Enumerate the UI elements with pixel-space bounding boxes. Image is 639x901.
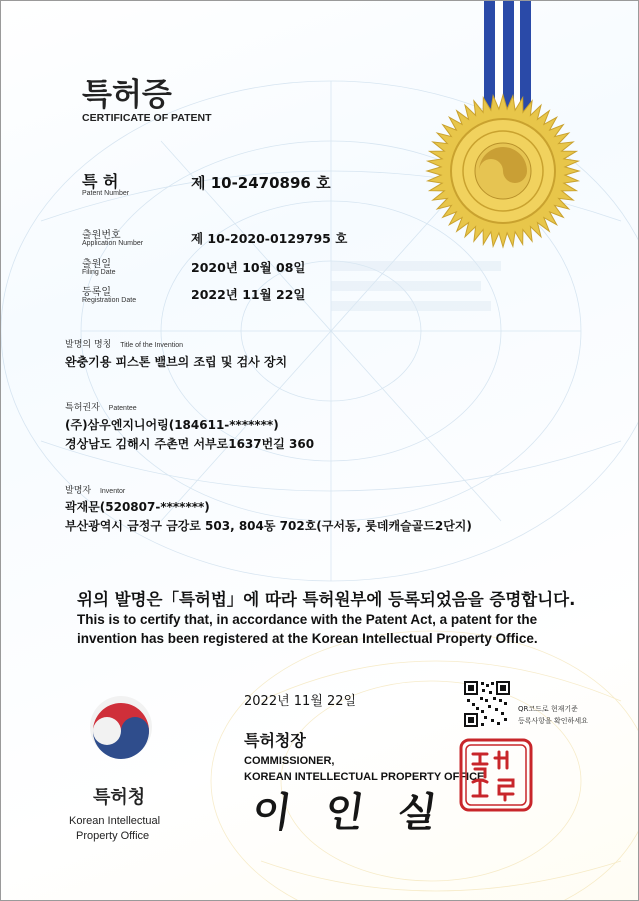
signing-date: 2022년 11월 22일 xyxy=(244,694,357,709)
commissioner-title-en: COMMISSIONER, xyxy=(244,755,335,767)
patentee-label-ko: 특허권자 xyxy=(65,403,100,413)
kipo-name-ko: 특허청 xyxy=(93,787,146,808)
inventor-label-ko: 발명자 xyxy=(65,486,92,496)
invention-label-ko: 발명의 명칭 xyxy=(65,340,112,350)
certificate-title: 특허증 xyxy=(82,77,172,113)
patent-label: 특 허 xyxy=(82,172,119,191)
kipo-logo-icon xyxy=(85,691,157,763)
inventor-label xyxy=(65,483,125,496)
certificate-title-en: CERTIFICATE OF PATENT xyxy=(82,112,212,124)
application-number: 제 10-2020-0129795 호 xyxy=(191,231,348,246)
patentee-address: 경상남도 김해시 주촌면 서부로1637번길 360 xyxy=(65,437,315,451)
certify-statement-en-2: invention has been registered at the Korean Intellectual Property Office. xyxy=(77,631,538,646)
inventor-label-en: Inventor xyxy=(99,488,126,495)
invention-title: 완충기용 피스톤 밸브의 조립 및 검사 장치 xyxy=(65,355,288,369)
patent-number: 제 10-2470896 호 xyxy=(191,174,331,192)
gold-seal-icon xyxy=(423,91,583,251)
filing-label: 출원일 xyxy=(82,259,111,270)
application-label: 출원번호 xyxy=(82,230,121,241)
qr-caption-2: 등록사항을 확인하세요 xyxy=(518,717,588,725)
patentee-name: (주)삼우엔지니어링(184611-*******) xyxy=(65,418,279,432)
registration-date: 2022년 11월 22일 xyxy=(191,287,306,302)
kipo-name-en-2: Property Office xyxy=(76,830,150,842)
patent-label-en: Patent Number xyxy=(82,190,130,197)
official-seal-icon xyxy=(459,738,533,812)
application-label-en: Application Number xyxy=(82,240,144,247)
inventor-address: 부산광역시 금정구 금강로 503, 804동 702호(구서동, 롯데캐슬골드2단지) xyxy=(65,519,472,533)
commissioner-title-ko: 특허청장 xyxy=(244,731,306,750)
registration-label-en: Registration Date xyxy=(82,297,137,304)
patentee-label xyxy=(65,400,137,413)
qr-code-icon[interactable] xyxy=(464,681,510,727)
qr-caption-1: QR코드로 현재기준 xyxy=(518,705,578,713)
filing-label-en: Filing Date xyxy=(82,269,116,276)
patentee-label-en: Patentee xyxy=(108,405,137,412)
inventor-name: 곽재문(520807-*******) xyxy=(65,500,210,514)
invention-label xyxy=(65,337,183,350)
invention-label-en: Title of the Invention xyxy=(120,342,183,349)
certify-statement-ko: 위의 발명은「특허법」에 따라 특허원부에 등록되었음을 증명합니다. xyxy=(77,590,576,609)
certify-statement-en-1: This is to certify that, in accordance with the Patent Act, a patent for the xyxy=(77,612,538,627)
filing-date: 2020년 10월 08일 xyxy=(191,260,306,275)
kipo-title-en: KOREAN INTELLECTUAL PROPERTY OFFICE xyxy=(244,771,485,783)
commissioner-signature: 이 인 실 xyxy=(249,790,450,836)
kipo-name-en-1: Korean Intellectual xyxy=(69,815,161,827)
registration-label: 등록일 xyxy=(82,287,111,298)
